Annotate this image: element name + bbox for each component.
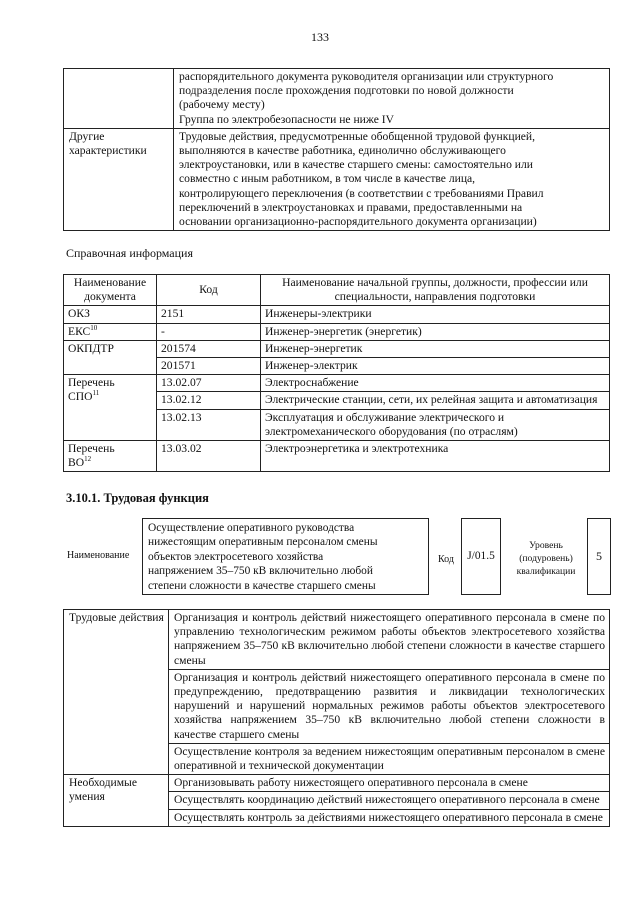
doc-cell: Перечень СПО$^{11}$ bbox=[64, 375, 157, 441]
text-line: электроустановки, или в качестве старшего смены: самостоятельно или bbox=[179, 158, 533, 172]
name-cell: Инженер-электрик bbox=[261, 358, 610, 375]
code-cell: 201574 bbox=[157, 340, 261, 357]
reference-table bbox=[63, 274, 610, 472]
skill-cell: Осуществлять координацию действий нижестоящего оперативного персонала в смене bbox=[169, 792, 610, 809]
table-row bbox=[64, 441, 610, 472]
page-number: 133 bbox=[311, 30, 329, 44]
table-row bbox=[64, 323, 610, 340]
text-line: переключений в электроустановках и правами, предоставленными на bbox=[179, 200, 523, 214]
table-row bbox=[64, 340, 610, 357]
name-cell: Электрические станции, сети, их релейная защита и автоматизация bbox=[261, 392, 610, 409]
text-line: Трудовые действия, предусмотренные обобщенной трудовой функцией, bbox=[179, 129, 536, 143]
text-line: Группа по электробезопасности не ниже IV bbox=[179, 112, 394, 126]
code-cell: - bbox=[157, 323, 261, 340]
function-name-box bbox=[142, 518, 429, 595]
labor-actions-label: Трудовые действия bbox=[64, 610, 169, 775]
row-label bbox=[64, 69, 174, 129]
skill-cell: Осуществлять контроль за действиями нижестоящего оперативного персонала в смене bbox=[169, 809, 610, 826]
name-cell: Электроэнергетика и электротехника bbox=[261, 441, 610, 472]
doc-cell: Перечень ВО$^{12}$ bbox=[64, 441, 157, 472]
text-line: степени сложности в качестве старшего смены bbox=[148, 579, 376, 592]
labor-actions-table bbox=[63, 609, 610, 827]
text-line: напряжением 35–750 кВ включительно любой bbox=[148, 565, 373, 578]
table-row bbox=[64, 375, 610, 392]
footnote-mark: 12 bbox=[84, 455, 92, 464]
labor-action-cell: Организация и контроль действий нижестоящего оперативного персонала в смене по предупреждению, предотвращению развития и ликвидации технологических нарушений и нарушений нормальных режимов работы объектов электросетевого хозяйства напряжением 35–750 кВ включительно любой степени сложности в качестве старшего смены bbox=[169, 669, 610, 743]
level-value: 5 bbox=[596, 549, 602, 564]
text-line: Осуществление оперативного руководства bbox=[148, 522, 355, 534]
table-row bbox=[64, 128, 610, 230]
doc-cell: ОКЗ bbox=[64, 306, 157, 323]
name-label: Наименование bbox=[67, 550, 130, 561]
code-cell: 13.02.13 bbox=[157, 409, 261, 440]
text-line: подразделения после прохождения подготовки по новой должности bbox=[179, 84, 514, 98]
code-label: Код bbox=[438, 554, 454, 565]
code-cell: 2151 bbox=[157, 306, 261, 323]
text-line: выполняются в качестве работника, единолично обслуживающего bbox=[179, 144, 506, 158]
column-header: Наименование документа bbox=[64, 275, 157, 306]
table-row bbox=[64, 610, 610, 670]
text-line: (рабочему месту) bbox=[179, 98, 265, 112]
level-value-box bbox=[587, 518, 611, 595]
name-cell: Электроснабжение bbox=[261, 375, 610, 392]
table-row bbox=[64, 306, 610, 323]
skill-cell: Организовывать работу нижестоящего оперативного персонала в смене bbox=[169, 775, 610, 792]
table-header-row bbox=[64, 275, 610, 306]
name-cell: Инженеры-электрики bbox=[261, 306, 610, 323]
code-value: J/01.5 bbox=[467, 550, 495, 563]
table-row bbox=[64, 69, 610, 129]
reference-section-title: Справочная информация bbox=[66, 246, 193, 260]
row-content bbox=[174, 128, 610, 230]
text-line: совместно с иным работником, в том числе в качестве лица, bbox=[179, 172, 476, 186]
row-label: Другие характеристики bbox=[64, 128, 174, 230]
level-label: Уровень (подуровень) квалификации bbox=[516, 540, 576, 577]
name-cell: Инженер-энергетик (энергетик) bbox=[261, 323, 610, 340]
code-cell: 13.02.07 bbox=[157, 375, 261, 392]
row-content bbox=[174, 69, 610, 129]
table-row bbox=[64, 775, 610, 792]
labor-function-title: 3.10.1. Трудовая функция bbox=[66, 491, 209, 505]
text-line: объектов электросетевого хозяйства bbox=[148, 550, 324, 563]
name-cell: Инженер-энергетик bbox=[261, 340, 610, 357]
name-cell: Эксплуатация и обслуживание электрического и электромеханического оборудования (по отраслям) bbox=[261, 409, 610, 440]
text-line: контролирующего переключения (в соответствии с требованиями Правил bbox=[179, 186, 544, 200]
footnote-mark: 11 bbox=[92, 389, 100, 398]
column-header: Код bbox=[157, 275, 261, 306]
qualification-requirements-table bbox=[63, 68, 610, 231]
doc-cell: ОКПДТР bbox=[64, 340, 157, 374]
code-cell: 13.02.12 bbox=[157, 392, 261, 409]
skills-label: Необходимые умения bbox=[64, 775, 169, 827]
code-cell: 201571 bbox=[157, 358, 261, 375]
code-cell: 13.03.02 bbox=[157, 441, 261, 472]
code-value-box bbox=[461, 518, 501, 595]
footnote-mark: 10 bbox=[90, 323, 98, 332]
column-header: Наименование начальной группы, должности, профессии или специальности, направления подготовки bbox=[261, 275, 610, 306]
labor-action-cell: Организация и контроль действий нижестоящего оперативного персонала в смене по управлению технологическим режимом работы объектов электросетевого хозяйства напряжением 35–750 кВ включительно любой степени сложности в качестве старшего смены bbox=[169, 610, 610, 670]
labor-action-cell: Осуществление контроля за ведением нижестоящим оперативным персоналом в смене оперативной и технической документации bbox=[169, 743, 610, 774]
doc-cell: ЕКС$^{10}$ bbox=[64, 323, 157, 340]
text-line: основании организационно-распорядительного документа организации) bbox=[179, 215, 537, 229]
text-line: распорядительного документа руководителя организации или структурного bbox=[179, 70, 554, 83]
text-line: нижестоящим оперативным персоналом смены bbox=[148, 536, 378, 549]
